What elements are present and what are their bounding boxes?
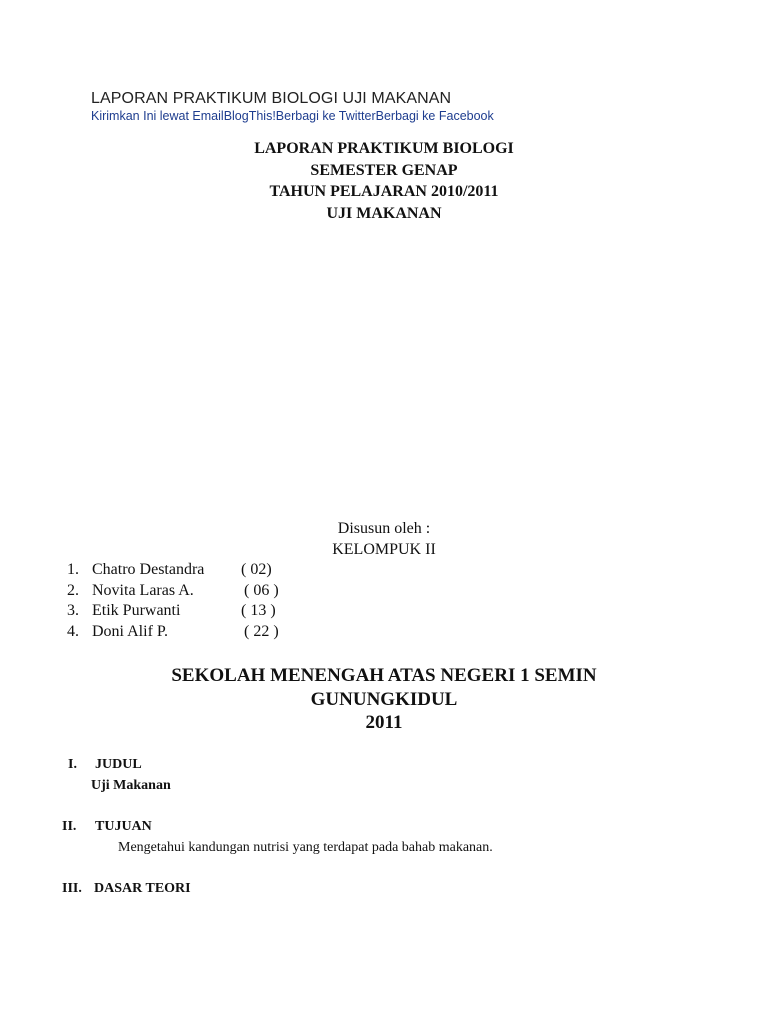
post-title: LAPORAN PRAKTIKUM BIOLOGI UJI MAKANAN [91,90,452,107]
cover-heading [0,138,768,224]
school-district: GUNUNGKIDUL [310,688,458,710]
member-number: 1. [67,561,79,578]
member-number: 4. [67,622,79,640]
member-name: Doni Alif P. [92,622,169,640]
member-number: 3. [67,602,79,619]
member-id: ( 22 ) [244,622,279,640]
member-name: Etik Purwanti [92,602,181,619]
section-body-judul: Uji Makanan [91,778,171,793]
cover-semester-line: SEMESTER GENAP [310,161,458,179]
member-id: ( 02) [241,561,272,578]
member-id: ( 13 ) [241,602,276,619]
blogthis-link[interactable]: BlogThis! [223,109,276,123]
section-title: TUJUAN [95,819,152,834]
share-bar [91,109,494,123]
member-name: Chatro Destandra [92,561,205,578]
section-title: JUDUL [95,757,142,772]
member-number: 2. [67,581,79,599]
cover-title-line: LAPORAN PRAKTIKUM BIOLOGI [254,140,514,157]
section-heading-judul [68,757,142,773]
school-block [0,664,768,735]
cover-topic-line: UJI MAKANAN [326,204,442,222]
section-title: DASAR TEORI [94,881,191,896]
section-heading-tujuan [62,819,152,835]
share-twitter-link[interactable]: Berbagi ke Twitter [275,109,376,123]
author-block [0,518,768,560]
cover-year-line: TAHUN PELAJARAN 2010/2011 [269,183,499,200]
school-name: SEKOLAH MENENGAH ATAS NEGERI 1 SEMIN [171,665,597,686]
school-year: 2011 [365,712,403,733]
member-id: ( 06 ) [244,581,279,599]
section-heading-dasar-teori [62,881,191,897]
member-name: Novita Laras A. [92,581,194,599]
compiled-by-label: Disusun oleh : [337,520,431,537]
section-number: III. [62,881,82,896]
share-email-link[interactable]: Kirimkan Ini lewat Email [91,109,224,123]
section-number: II. [62,819,77,834]
section-body-tujuan: Mengetahui kandungan nutrisi yang terdapat pada bahab makanan. [118,840,493,855]
group-name: KELOMPUK II [332,541,436,558]
share-facebook-link[interactable]: Berbagi ke Facebook [375,109,494,123]
section-number: I. [68,757,77,772]
